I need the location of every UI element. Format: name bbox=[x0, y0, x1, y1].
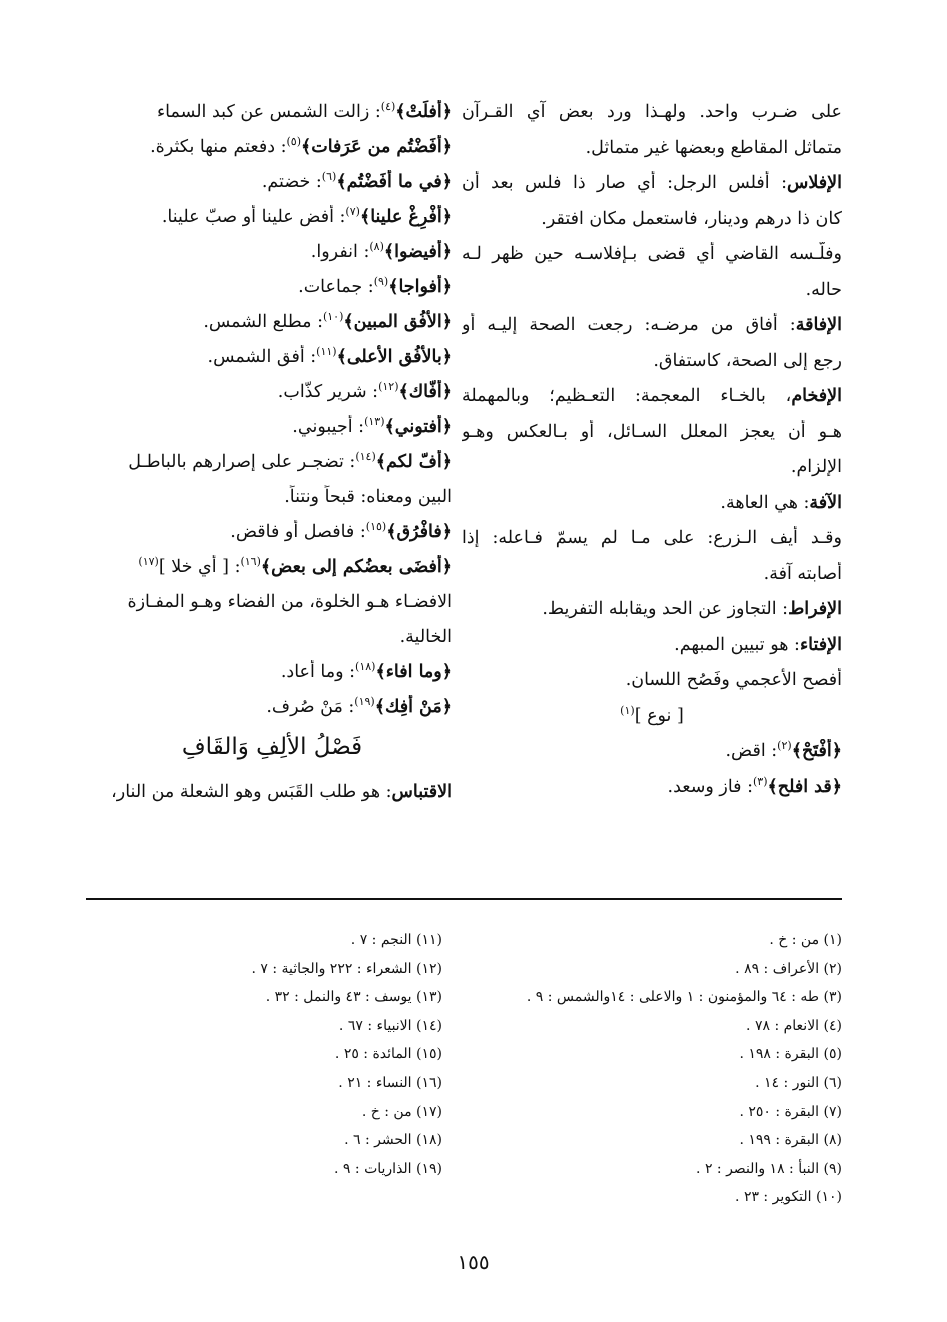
entry-term: ﴿أفيضوا﴾ bbox=[383, 242, 452, 262]
entry-text: وقـد أيف الـزرع: على مـا لم يسمّ فـاعله: إذا bbox=[462, 528, 842, 548]
footnotes-left bbox=[122, 930, 442, 1187]
text-line bbox=[462, 668, 842, 693]
footnote-ref: (٣) bbox=[753, 774, 768, 788]
text-line bbox=[462, 562, 842, 587]
entry-text: الخالية. bbox=[399, 627, 452, 647]
text-line bbox=[92, 695, 452, 720]
entry-term: ﴿الأفُق المبين﴾ bbox=[343, 312, 452, 332]
entry-term: ﴿وما افاء﴾ bbox=[375, 662, 452, 682]
footnote: (٢) الأعراف : ٨٩ . bbox=[735, 960, 842, 977]
footnote-ref: (١٢) bbox=[378, 380, 399, 394]
footnote-ref: (١٩) bbox=[354, 695, 375, 709]
text-line bbox=[462, 775, 842, 800]
entry-text: ، بالخـاء المعجمة: التعـظيم؛ وبالمهملة bbox=[462, 386, 792, 406]
footnote-ref: (٢) bbox=[777, 739, 792, 753]
entry-text: كان ذا درهم ودينار، فاستعمل مكان افتقر. bbox=[541, 208, 842, 229]
footnote: (٨) البقرة : ١٩٩ . bbox=[739, 1132, 842, 1149]
text-line bbox=[92, 240, 452, 265]
text-line bbox=[462, 278, 842, 303]
text-line bbox=[92, 380, 452, 405]
left-column-entries bbox=[92, 100, 452, 720]
entry-term: ﴿أفضَى بعضُكم إلى بعض﴾ bbox=[260, 557, 452, 577]
footnote-ref: (١١) bbox=[316, 345, 337, 359]
entry-term: الإفلاس bbox=[786, 173, 842, 193]
text-line bbox=[92, 345, 452, 370]
entry-text: : هو طلب القَبَس وهو الشعلة من النار، bbox=[111, 782, 392, 802]
entry-term: ﴿قد افلح﴾ bbox=[767, 776, 842, 797]
footnote: (١٠) التكوير : ٢٣ . bbox=[735, 1189, 842, 1206]
entry-term: الإفتاء bbox=[799, 634, 842, 655]
entry-text: البين ومعناه: قبحاً ونتناً. bbox=[284, 487, 452, 507]
entry-term: ﴿في ما أفَضْتُم﴾ bbox=[336, 172, 452, 192]
text-line bbox=[462, 313, 842, 338]
entry-term: ﴿أفلَتْ﴾ bbox=[395, 102, 452, 122]
footnote-ref: (١٤) bbox=[355, 450, 376, 464]
footnote: (١٤) الانبياء : ٦٧ . bbox=[338, 1017, 442, 1034]
footnote: (٦) النور : ١٤ . bbox=[755, 1074, 842, 1091]
entry-term: ﴿فافْرُق﴾ bbox=[386, 522, 452, 542]
page-number: ١٥٥ bbox=[457, 1250, 490, 1274]
footnote: (١٥) المائدة : ٢٥ . bbox=[334, 1046, 442, 1063]
entry-text: : أفض علينا أو صبّ علينا. bbox=[161, 207, 346, 227]
entry-text: متماثل المقاطع وبعضها غير متماثل. bbox=[585, 137, 842, 158]
entry-text: : تضجـر على إصرارهم بالباطـل bbox=[128, 452, 356, 472]
entry-term: ﴿أفتوني﴾ bbox=[384, 417, 452, 437]
text-line bbox=[462, 349, 842, 374]
text-line bbox=[462, 633, 842, 658]
footnote: (١٨) الحشر : ٦ . bbox=[344, 1132, 442, 1149]
entry-text: : اقض. bbox=[725, 741, 778, 761]
text-line bbox=[462, 207, 842, 232]
entry-term: ﴿أَفْتَحْ﴾ bbox=[791, 741, 842, 761]
text-line bbox=[92, 450, 452, 475]
footnote-ref: (١) bbox=[620, 703, 635, 717]
footnote-ref: (١٣) bbox=[364, 415, 385, 429]
after-heading-line bbox=[92, 780, 452, 805]
text-line bbox=[462, 455, 842, 480]
entry-text: : خضتم. bbox=[261, 172, 322, 192]
text-line bbox=[462, 526, 842, 551]
entry-text: على ضـرب واحد. ولهـذا ورد بعض آي القـرآن bbox=[462, 102, 842, 122]
text-line bbox=[462, 242, 842, 267]
entry-text: الافضـاء هـو الخلوة، من الفضاء وهـو المفـازة bbox=[127, 592, 452, 612]
entry-text: : شرير كذّاب. bbox=[277, 382, 379, 402]
entry-text: : أفاق من مرضـه: رجعت الصحة إليـه أو bbox=[462, 315, 796, 335]
entry-term: الآفة bbox=[809, 492, 842, 513]
entry-text: : وما أعاد. bbox=[280, 662, 356, 682]
entry-text: : هو تبيين المبهم. bbox=[674, 634, 800, 655]
text-line bbox=[462, 704, 842, 729]
text-line bbox=[462, 136, 842, 161]
entry-text: : أفلس الرجل: أي صار ذا فلس بعد أن bbox=[462, 173, 787, 193]
entry-term: ﴿بالأُفُق الأعلى﴾ bbox=[336, 347, 452, 367]
footnote-ref: (١٥) bbox=[365, 520, 387, 534]
entry-text: هـو أن يعجز المعلل السـائل، أو بـالعكس وهـو bbox=[462, 421, 842, 442]
footnote-ref: (١٧) bbox=[138, 555, 159, 569]
text-line bbox=[462, 171, 842, 196]
footnote-ref: (١٨) bbox=[355, 660, 376, 674]
footnote: (١٢) الشعراء : ٢٢٢ والجاثية : ٧ . bbox=[251, 960, 442, 977]
text-line bbox=[462, 597, 842, 622]
entry-text: : التجاوز عن الحد ويقابله التفريط. bbox=[542, 599, 789, 619]
entry-text: رجع إلى الصحة، كاستفاق. bbox=[653, 350, 842, 371]
entry-text: : انفروا. bbox=[310, 242, 370, 262]
entry-term: ﴿أفْرِغْ علينا﴾ bbox=[359, 207, 452, 227]
footnote: (١١) النجم : ٧ . bbox=[350, 932, 442, 948]
text-line bbox=[92, 135, 452, 160]
entry-text: : فاز وسعد. bbox=[667, 776, 753, 797]
footnote-ref: (١٦) bbox=[240, 555, 261, 569]
entry-term: ﴿أفّاك﴾ bbox=[398, 382, 452, 402]
entry-text: : زالت الشمس عن كبد السماء bbox=[156, 102, 381, 122]
entry-text: حاله. bbox=[805, 279, 842, 300]
entry-term: الإفاقة bbox=[795, 315, 842, 335]
footnote-ref: (٦) bbox=[321, 170, 337, 184]
footnote: (١٩) الذاريات : ٩ . bbox=[334, 1160, 442, 1177]
footnote-divider bbox=[86, 898, 842, 900]
text-line bbox=[462, 420, 842, 445]
footnote-ref: (٤) bbox=[380, 100, 396, 114]
text-line bbox=[92, 205, 452, 230]
entry-text: أصابته آفة. bbox=[763, 563, 842, 584]
text-line bbox=[92, 520, 452, 545]
entry-term: ﴿أفَضْتُم من عَرَفات﴾ bbox=[301, 137, 452, 157]
entry-text: : مطلع الشمس. bbox=[203, 312, 323, 332]
footnote: (٣) طه : ٦٤ والمؤمنون : ١ والاعلى : ١٤والشمس : ٩ . bbox=[526, 989, 842, 1006]
footnote: (١٦) النساء : ٢١ . bbox=[338, 1074, 442, 1091]
entry-term: الإفراط bbox=[788, 599, 842, 619]
entry-text: : أجيبوني. bbox=[292, 417, 365, 437]
footnote-ref: (١٠) bbox=[322, 310, 344, 324]
footnote: (١) من : خ . bbox=[769, 932, 842, 948]
entry-text: : هي العاهة. bbox=[720, 492, 810, 513]
text-line bbox=[92, 100, 452, 125]
footnote: (٤) الانعام : ٧٨ . bbox=[746, 1017, 842, 1034]
entry-term: الاقتباس bbox=[391, 782, 452, 802]
text-line bbox=[462, 491, 842, 516]
entry-text: : أفق الشمس. bbox=[207, 347, 317, 367]
entry-text: : جماعات. bbox=[298, 277, 374, 297]
right-column bbox=[462, 100, 842, 810]
footnote: (١٣) يوسف : ٤٣ والنمل : ٣٢ . bbox=[265, 989, 442, 1006]
left-column bbox=[92, 100, 452, 815]
entry-term: ﴿مَنْ أفِك﴾ bbox=[374, 697, 452, 717]
text-line bbox=[92, 555, 452, 580]
text-line bbox=[92, 275, 452, 300]
footnote: (٩) النبأ : ١٨ والنصر : ٢ . bbox=[696, 1160, 842, 1177]
text-line bbox=[92, 415, 452, 440]
footnote-ref: (٩) bbox=[373, 275, 389, 289]
entry-term: ﴿أفواجا﴾ bbox=[388, 277, 452, 297]
entry-text: : مَنْ صُرف. bbox=[266, 697, 355, 717]
text-line bbox=[92, 660, 452, 685]
footnote: (١٧) من : خ . bbox=[361, 1103, 442, 1120]
text-line bbox=[462, 100, 842, 125]
text-line bbox=[462, 739, 842, 764]
footnote-ref: (٥) bbox=[286, 135, 301, 149]
footnote: (٥) البقرة : ١٩٨ . bbox=[739, 1046, 842, 1063]
entry-text: [ نوع ] bbox=[634, 705, 684, 726]
footnotes-right bbox=[442, 930, 842, 1216]
entry-term: ﴿أفّ لكم﴾ bbox=[375, 452, 452, 472]
text-line bbox=[92, 170, 452, 195]
text-line bbox=[92, 625, 452, 650]
entry-text: : فافصل أو فاقض. bbox=[230, 522, 366, 542]
entry-text: : [ أي خلا ] bbox=[158, 557, 241, 577]
footnote: (٧) البقرة : ٢٥٠ . bbox=[739, 1103, 842, 1120]
text-line bbox=[92, 590, 452, 615]
entry-text: الإلزام. bbox=[790, 457, 842, 477]
text-line bbox=[92, 310, 452, 335]
footnote-ref: (٨) bbox=[369, 240, 384, 254]
footnote-ref: (٧) bbox=[345, 205, 360, 219]
entry-text: أفصح الأعجمي وفَصُح اللسان. bbox=[625, 670, 842, 690]
entry-text: : دفعتم منها بكثرة. bbox=[150, 137, 287, 157]
text-line bbox=[462, 384, 842, 409]
entry-text: وفلّـسه القاضي أي قضى بـإفلاسـه حين ظهر لـه bbox=[462, 244, 842, 264]
text-line bbox=[92, 485, 452, 510]
section-heading: فَصْلُ الألِفِ وَالقَافِ bbox=[181, 734, 363, 760]
entry-term: الإفخام bbox=[791, 386, 842, 406]
